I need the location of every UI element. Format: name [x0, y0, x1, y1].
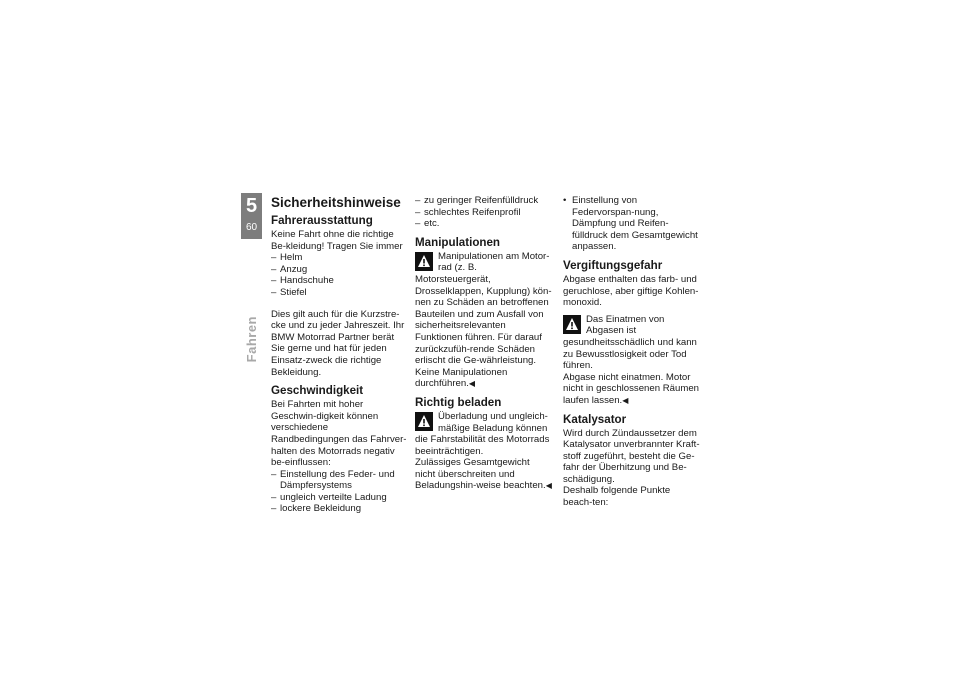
warning-text: Überladung und ungleich-mäßige Beladung können die Fahrstabilität des Motorrads beeinträchtigen.	[415, 410, 550, 457]
paragraph: Bei Fahrten mit hoher Geschwin-digkeit können verschiedene Randbedingungen das Fahrver-halten des Motorrads negativ be-einflussen:	[271, 399, 407, 469]
column-2	[415, 195, 552, 492]
heading-fahrerausstattung: Fahrerausstattung	[271, 214, 373, 227]
column-1	[271, 195, 408, 515]
page-number: 60	[245, 222, 258, 233]
warning-triangle-icon	[415, 412, 433, 431]
heading-vergiftungsgefahr: Vergiftungsgefahr	[563, 258, 663, 272]
paragraph: Deshalb folgende Punkte beach-ten:	[563, 485, 671, 509]
section-title: Sicherheitshinweise	[271, 195, 401, 210]
warning-text: Das Einatmen von Abgasen ist gesundheitsschädlich und kann zu Bewusstlosigkeit oder Tod führen.	[563, 313, 697, 372]
list-item: – ungleich verteilte Ladung	[271, 492, 408, 504]
warning-instruction: Abgase nicht einatmen. Motor nicht in geschlossenen Räumen laufen lassen.◀	[563, 371, 699, 406]
warning-triangle-icon	[563, 315, 581, 334]
list-factors-continued	[415, 195, 552, 230]
heading-manipulationen: Manipulationen	[415, 235, 501, 249]
warning-text: Manipulationen am Motor-rad (z. B. Motorsteuergerät, Drosselklappen, Kupplung) kön-nen zu Schäden an betroffenen Bauteilen und zum Ausfall von sicherheitsrelevanten Funktionen führen. Für darauf zurückzufüh-rende Schäden erlischt die Ge-währleistung.	[415, 250, 552, 367]
warning-triangle-icon	[415, 252, 433, 271]
list-item: – Helm	[271, 252, 408, 264]
list-item: – schlechtes Reifenprofil	[415, 207, 552, 219]
paragraph: Abgase enthalten das farb- und geruchlose, aber giftige Kohlen-monoxid.	[563, 273, 699, 309]
list-item: – Anzug	[271, 264, 408, 276]
chapter-side-title: Fahren	[244, 316, 259, 363]
paragraph: Dies gilt auch für die Kurzstre-cke und zu jeder Jahreszeit. Ihr BMW Motorrad Partner berät Sie gerne und hat für jeden Einsatz-zweck die richtige Bekleidung.	[271, 308, 405, 378]
warning-block	[563, 314, 700, 407]
list-item: – Stiefel	[271, 287, 408, 299]
end-mark-icon: ◀	[545, 481, 552, 491]
paragraph: Keine Fahrt ohne die richtige Be-kleidung! Tragen Sie immer	[271, 229, 403, 252]
column-3	[563, 195, 700, 509]
list-load-settings	[563, 195, 700, 253]
heading-richtig-beladen: Richtig beladen	[415, 395, 502, 409]
list-factors	[271, 469, 408, 515]
list-item: – lockere Bekleidung	[271, 503, 408, 515]
warning-block	[415, 251, 552, 390]
heading-katalysator: Katalysator	[563, 412, 627, 426]
list-item: – zu geringer Reifenfülldruck	[415, 195, 552, 207]
warning-block	[415, 411, 552, 492]
list-item: – Einstellung des Feder- und Dämpfersystems	[271, 469, 408, 492]
heading-geschwindigkeit: Geschwindigkeit	[271, 384, 364, 398]
list-item: • Einstellung von Federvorspan-nung, Dämpfung und Reifen-fülldruck dem Gesamtgewicht anpassen.	[563, 195, 700, 253]
list-equipment	[271, 252, 408, 298]
end-mark-icon: ◀	[622, 395, 629, 405]
chapter-marker	[241, 193, 262, 239]
list-item: – etc.	[415, 218, 552, 230]
end-mark-icon: ◀	[468, 379, 476, 389]
warning-instruction: Zulässiges Gesamtgewicht nicht überschreiten und Beladungshin-weise beachten.◀	[415, 457, 552, 492]
list-item: – Handschuhe	[271, 275, 408, 287]
paragraph: Wird durch Zündaussetzer dem Katalysator unverbrannter Kraft-stoff zugeführt, besteht die Ge-fahr der Überhitzung und Be-schädigung.	[563, 427, 700, 485]
warning-instruction: Keine Manipulationen durchführen.◀	[415, 366, 508, 390]
chapter-number: 5	[245, 195, 258, 217]
